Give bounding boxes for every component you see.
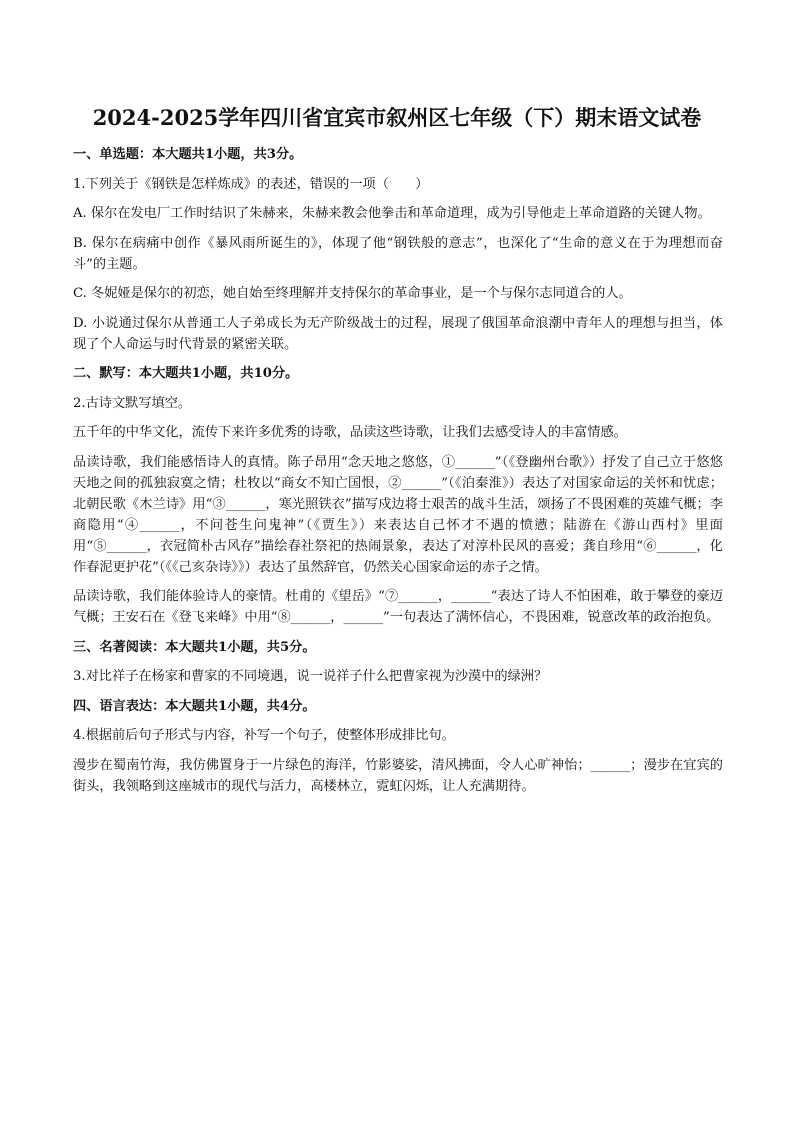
exam-content (73, 144, 723, 805)
question-2-stem: 2.古诗文默写填空。 (73, 395, 192, 411)
question-3-stem: 3.对比祥子在杨家和曹家的不同境遇，说一说祥子什么把曹家视为沙漠中的绿洲？ (73, 669, 548, 684)
question-1-option-c: C. 冬妮娅是保尔的初恋，她自始至终理解并支持保尔的革命事业，是一个与保尔志同道合的人。 (73, 286, 632, 301)
question-1-option-d: D. 小说通过保尔从普通工人子弟成长为无产阶级战士的过程，展现了俄国革命浪潮中青年人的理想与担当，体现了个人命运与时代背景的紧密关联。 (73, 315, 723, 352)
section-heading-language-expression: 四、语言表达：本大题共1小题，共4分。 (73, 698, 316, 714)
section-heading-classic-reading: 三、名著阅读：本大题共1小题，共5分。 (73, 639, 316, 655)
exam-title: 2024-2025学年四川省宜宾市叙州区七年级（下）期末语文试卷 (92, 105, 702, 130)
question-1-option-a: A. 保尔在发电厂工作时结识了朱赫来，朱赫来教会他拳击和革命道理，成为引导他走上革命道路的关键人物。 (73, 206, 711, 221)
question-2-paragraph-2: 品读诗歌，我们能体验诗人的豪情。杜甫的《望岳》“⑦______，______”表达了诗人不怕困难，敢于攀登的豪迈气概；王安石在《登飞来峰》中用“⑧______，______”一句表达了满怀信心，不畏困难，锐意改革的政治抱负。 (73, 589, 723, 625)
section-heading-single-choice: 一、单选题：本大题共1小题，共3分。 (73, 147, 303, 162)
question-2-intro: 五千年的中华文化，流传下来许多优秀的诗歌，品读这些诗歌，让我们去感受诗人的丰富情感。 (73, 425, 627, 440)
section-heading-dictation: 二、默写：本大题共1小题，共10分。 (73, 366, 299, 381)
question-2-paragraph-1: 品读诗歌，我们能感悟诗人的真情。陈子昂用“念天地之悠悠，①______”（《登幽州台歌》）抒发了自己立于悠悠天地之间的孤独寂寞之情；杜牧以“商女不知亡国恨，②______”（《泊秦淮》）表达了对国家命运的关怀和忧虑；北朝民歌《木兰诗》用“③______，寒光照铁衣”描写戍边将士艰苦的战斗生活，颂扬了不畏困难的英雄气概；李商隐用“④______，不问苍生问鬼神”（《贾生》）来表达自己怀才不遇的愤懑；陆游在《游山西村》里面用“⑤______，衣冠简朴古风存”描绘春社祭祀的热闹景象，表达了对淳朴民风的喜爱；龚自珍用“⑥______，化作春泥更护花”（《《己亥杂诗》》）表达了虽然辞官，仍然关心国家命运的赤子之情。 (73, 454, 723, 575)
question-4-stem: 4.根据前后句子形式与内容，补写一个句子，使整体形成排比句。 (73, 728, 455, 743)
question-4-text: 漫步在蜀南竹海，我仿佛置身于一片绿色的海洋，竹影婆娑，清风拂面，令人心旷神怡；______；漫步在宜宾的街头，我领略到这座城市的现代与活力，高楼林立，霓虹闪烁，让人充满期待。 (73, 757, 723, 794)
question-1-option-b: B. 保尔在病痛中创作《暴风雨所诞生的》，体现了他“钢铁般的意志”，也深化了“生命的意义在于为理想而奋斗”的主题。 (73, 235, 723, 272)
question-1-stem: 1.下列关于《钢铁是怎样炼成》的表述，错误的一项（ ） (73, 176, 429, 192)
